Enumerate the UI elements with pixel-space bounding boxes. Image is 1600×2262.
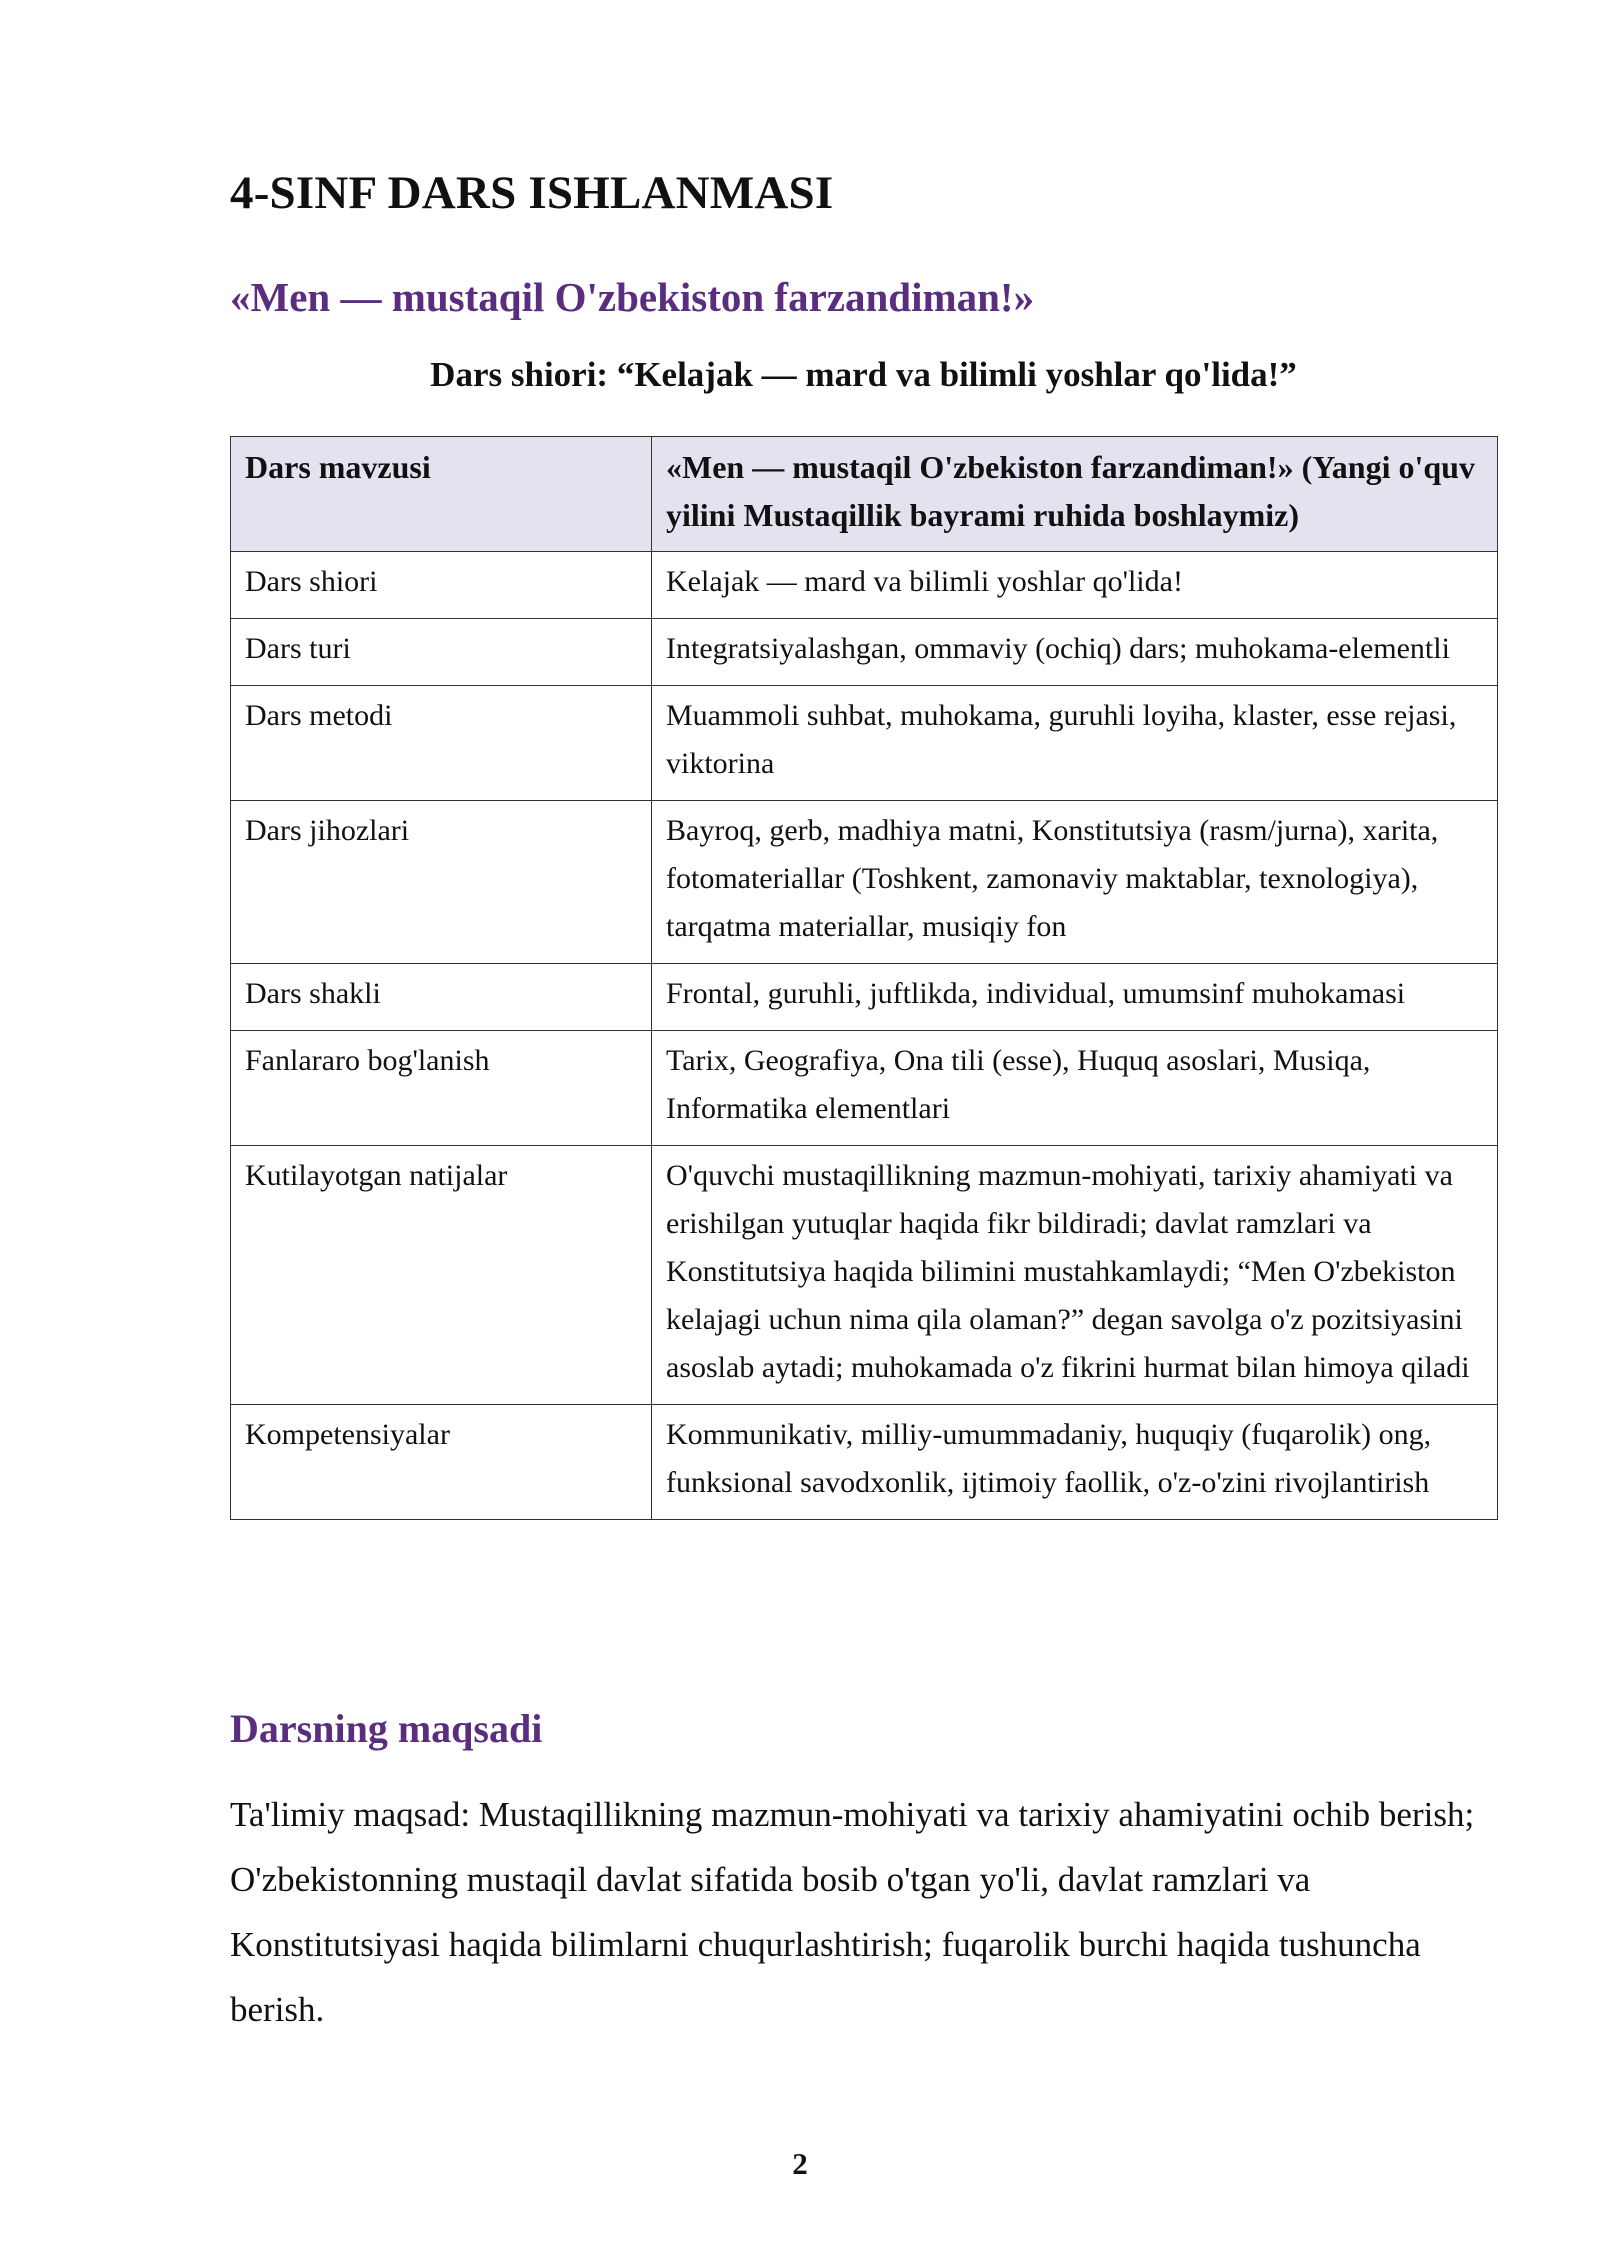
section-paragraph: Ta'limiy maqsad: Mustaqillikning mazmun-mohiyati va tarixiy ahamiyatini ochib berish; O'zbekistonning mustaqil davlat sifatida bosib o'tgan yo'li, davlat ramzlari va Konstitutsiyasi haqida bilimlarni chuqurlashtirish; fuqarolik burchi haqida tushuncha berish. <box>230 1795 1475 2029</box>
section-heading: Darsning maqsadi <box>230 1706 543 1751</box>
table-header-value: «Men — mustaqil O'zbekiston farzandiman!» (Yangi o'quv yilini Mustaqillik bayrami ruhida boshlaymiz) <box>652 437 1498 552</box>
document-title: 4-SINF DARS ISHLANMASI <box>230 167 834 219</box>
row-value: Integratsiyalashgan, ommaviy (ochiq) dars; muhokama-elementli <box>652 619 1498 686</box>
table-header-label: Dars mavzusi <box>231 437 652 552</box>
row-value: Muammoli suhbat, muhokama, guruhli loyiha, klaster, esse rejasi, viktorina <box>652 686 1498 801</box>
row-label: Kutilayotgan natijalar <box>231 1146 652 1405</box>
table-row <box>231 801 1498 964</box>
row-value: Tarix, Geografiya, Ona tili (esse), Huquq asoslari, Musiqa, Informatika elementlari <box>652 1031 1498 1146</box>
row-label: Dars turi <box>231 619 652 686</box>
lesson-motto: Dars shiori: “Kelajak — mard va bilimli yoshlar qo'lida!” <box>430 355 1297 394</box>
row-label: Dars metodi <box>231 686 652 801</box>
table-header-row <box>231 437 1498 552</box>
table-row <box>231 552 1498 619</box>
table-row <box>231 1031 1498 1146</box>
row-value: O'quvchi mustaqillikning mazmun-mohiyati, tarixiy ahamiyati va erishilgan yutuqlar haqida fikr bildiradi; davlat ramzlari va Konstitutsiya haqida bilimini mustahkamlaydi; “Men O'zbekiston kelajagi uchun nima qila olaman?” degan savolga o'z pozitsiyasini asoslab aytadi; muhokamada o'z fikrini hurmat bilan himoya qiladi <box>652 1146 1498 1405</box>
table-row <box>231 964 1498 1031</box>
lesson-info-table <box>230 436 1498 1520</box>
page-number: 2 <box>792 2146 808 2181</box>
row-value: Bayroq, gerb, madhiya matni, Konstitutsiya (rasm/jurna), xarita, fotomateriallar (Toshkent, zamonaviy maktablar, texnologiya), tarqatma materiallar, musiqiy fon <box>652 801 1498 964</box>
row-label: Dars shiori <box>231 552 652 619</box>
table-row <box>231 1405 1498 1520</box>
row-label: Fanlararo bog'lanish <box>231 1031 652 1146</box>
row-label: Dars jihozlari <box>231 801 652 964</box>
table-row <box>231 1146 1498 1405</box>
lesson-subtitle: «Men — mustaqil O'zbekiston farzandiman!» <box>230 274 1035 320</box>
row-value: Frontal, guruhli, juftlikda, individual, umumsinf muhokamasi <box>652 964 1498 1031</box>
row-label: Dars shakli <box>231 964 652 1031</box>
table-row <box>231 686 1498 801</box>
row-value: Kommunikativ, milliy-umummadaniy, huquqiy (fuqarolik) ong, funksional savodxonlik, ijtimoiy faollik, o'z-o'zini rivojlantirish <box>652 1405 1498 1520</box>
row-label: Kompetensiyalar <box>231 1405 652 1520</box>
table-row <box>231 619 1498 686</box>
row-value: Kelajak — mard va bilimli yoshlar qo'lida! <box>652 552 1498 619</box>
